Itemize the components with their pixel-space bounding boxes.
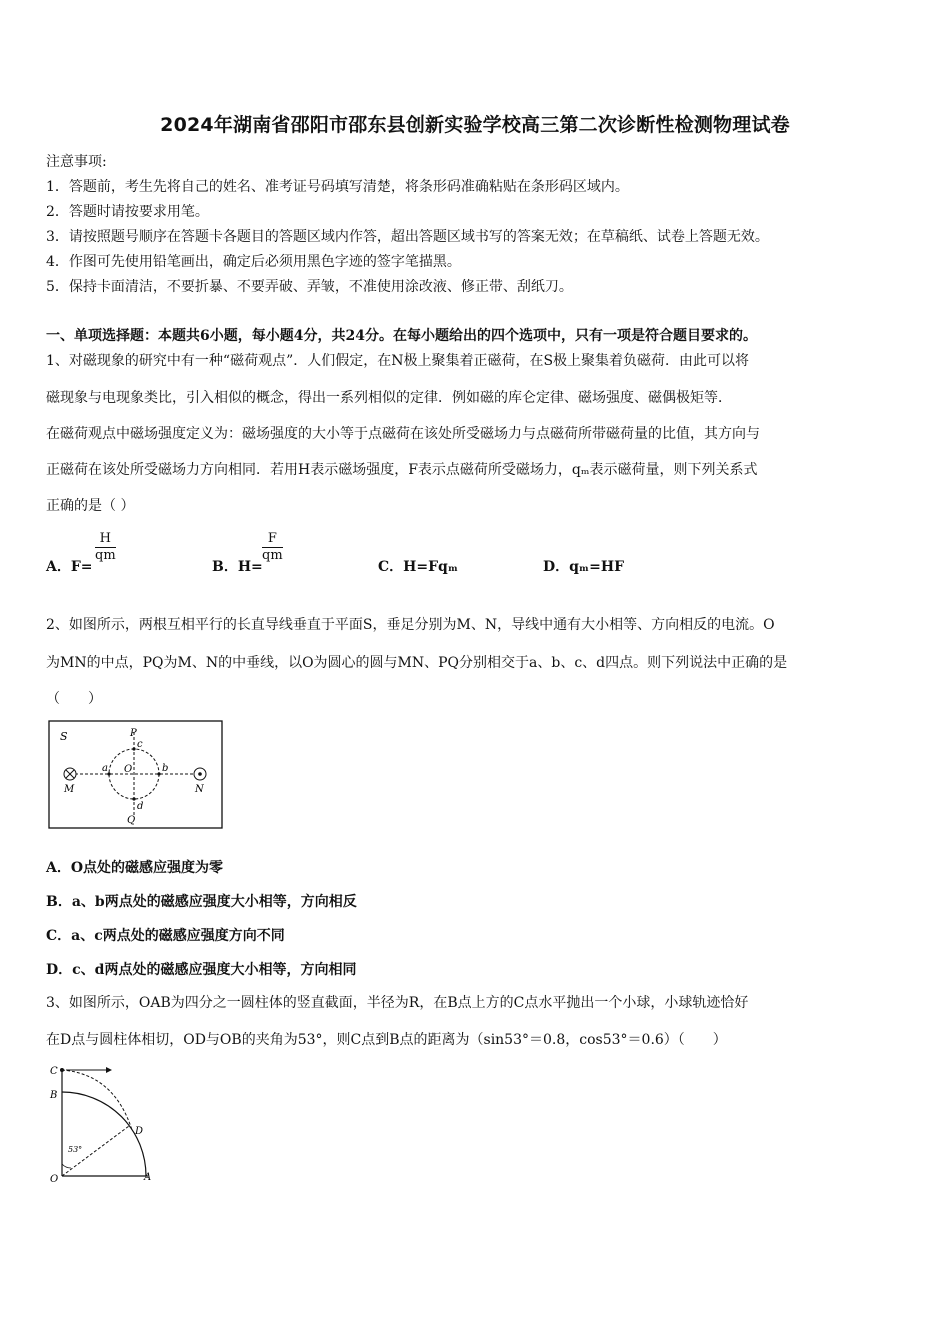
option-a-fraction bbox=[95, 531, 116, 564]
label-a: A bbox=[144, 1172, 152, 1183]
notice-item: 4．作图可先使用铅笔画出，确定后必须用黑色字迹的签字笔描黑。 bbox=[46, 254, 461, 270]
fraction-numerator: H bbox=[95, 531, 116, 548]
option-c: C．H=Fqₘ bbox=[378, 559, 459, 575]
label-b: B bbox=[50, 1090, 58, 1101]
notice-item: 3．请按照题号顺序在答题卡各题目的答题区域内作答，超出答题区域书写的答案无效；在草稿纸、试卷上答题无效。 bbox=[46, 229, 769, 245]
notice-item: 5．保持卡面清洁，不要折暴、不要弄破、弄皱，不准使用涂改液、修正带、刮纸刀。 bbox=[46, 279, 573, 295]
question-text: 在磁荷观点中磁场强度定义为：磁场强度的大小等于点磁荷在该处所受磁场力与点磁荷所带磁荷量的比值，其方向与 bbox=[46, 426, 760, 442]
question-text: 在D点与圆柱体相切，OD与OB的夹角为53°，则C点到B点的距离为（sin53°＝0.8，cos53°＝0.6）（ ） bbox=[46, 1032, 727, 1048]
label-c: c bbox=[137, 739, 143, 750]
fraction-numerator: F bbox=[262, 531, 283, 548]
notice-heading: 注意事项: bbox=[46, 154, 107, 170]
question-text: 2、如图所示，两根互相平行的长直导线垂直于平面S，垂足分别为M、N，导线中通有大小相等、方向相反的电流。O bbox=[46, 617, 775, 633]
question-text: 3、如图所示，OAB为四分之一圆柱体的竖直截面，半径为R，在B点上方的C点水平抛出一个小球，小球轨迹恰好 bbox=[46, 995, 749, 1011]
label-d: d bbox=[137, 801, 144, 812]
label-d: D bbox=[135, 1126, 144, 1137]
label-o: O bbox=[124, 764, 133, 775]
q2-figure bbox=[48, 720, 224, 830]
option-b-prefix: B．H= bbox=[212, 559, 263, 575]
notice-item: 1．答题前，考生先将自己的姓名、准考证号码填写清楚，将条形码准确粘贴在条形码区域内。 bbox=[46, 179, 629, 195]
question-text: 磁现象与电现象类比，引入相似的概念，得出一系列相似的定律．例如磁的库仑定律、磁场强度、磁偶极矩等． bbox=[46, 390, 732, 406]
point-d bbox=[132, 797, 135, 800]
label-angle: 53° bbox=[68, 1145, 83, 1154]
q2-option-a: A．O点处的磁感应强度为零 bbox=[46, 860, 224, 876]
angle-arc bbox=[62, 1164, 71, 1168]
point-c bbox=[60, 1068, 64, 1072]
label-q: Q bbox=[127, 815, 136, 826]
q2-option-c: C．a、c两点处的磁感应强度方向不同 bbox=[46, 928, 285, 944]
option-d: D．qₘ=HF bbox=[543, 559, 625, 575]
label-b: b bbox=[162, 763, 169, 774]
question-text: 正确的是（ ） bbox=[46, 498, 135, 514]
label-m: M bbox=[64, 784, 75, 795]
label-c: C bbox=[50, 1066, 58, 1077]
quarter-circle-arc bbox=[62, 1092, 146, 1176]
q2-option-b: B．a、b两点处的磁感应强度大小相等，方向相反 bbox=[46, 894, 357, 910]
fraction-denominator: qm bbox=[95, 548, 116, 563]
option-a-prefix: A．F= bbox=[46, 559, 93, 575]
label-s: S bbox=[60, 730, 68, 743]
arrow-head-icon bbox=[106, 1067, 112, 1073]
page-title: 2024年湖南省邵阳市邵东县创新实验学校高三第二次诊断性检测物理试卷 bbox=[160, 114, 790, 136]
section-heading: 一、单项选择题：本题共6小题，每小题4分，共24分。在每小题给出的四个选项中，只有一项是符合题目要求的。 bbox=[46, 328, 757, 344]
option-b-fraction bbox=[262, 531, 283, 564]
question-text: 1、对磁现象的研究中有一种“磁荷观点”．人们假定，在N极上聚集着正磁荷，在S极上聚集着负磁荷．由此可以将 bbox=[46, 353, 750, 369]
label-n: N bbox=[195, 784, 204, 795]
label-p: P bbox=[130, 728, 137, 739]
question-text: 为MN的中点，PQ为M、N的中垂线，以O为圆心的圆与MN、PQ分别相交于a、b、c、d四点。则下列说法中正确的是 bbox=[46, 655, 788, 671]
label-a: a bbox=[102, 763, 108, 774]
dot-mark bbox=[198, 772, 202, 776]
question-text: 正磁荷在该处所受磁场力方向相同．若用H表示磁场强度，F表示点磁荷所受磁场力，qₘ表示磁荷量，则下列关系式 bbox=[46, 462, 758, 478]
point-b bbox=[157, 772, 160, 775]
label-o: O bbox=[50, 1174, 59, 1185]
point-c bbox=[132, 747, 135, 750]
q2-option-d: D．c、d两点处的磁感应强度大小相等，方向相同 bbox=[46, 962, 357, 978]
notice-item: 2．答题时请按要求用笔。 bbox=[46, 204, 209, 220]
q3-figure bbox=[44, 1060, 164, 1188]
question-text: （ ） bbox=[46, 691, 102, 707]
fraction-denominator: qm bbox=[262, 548, 283, 563]
